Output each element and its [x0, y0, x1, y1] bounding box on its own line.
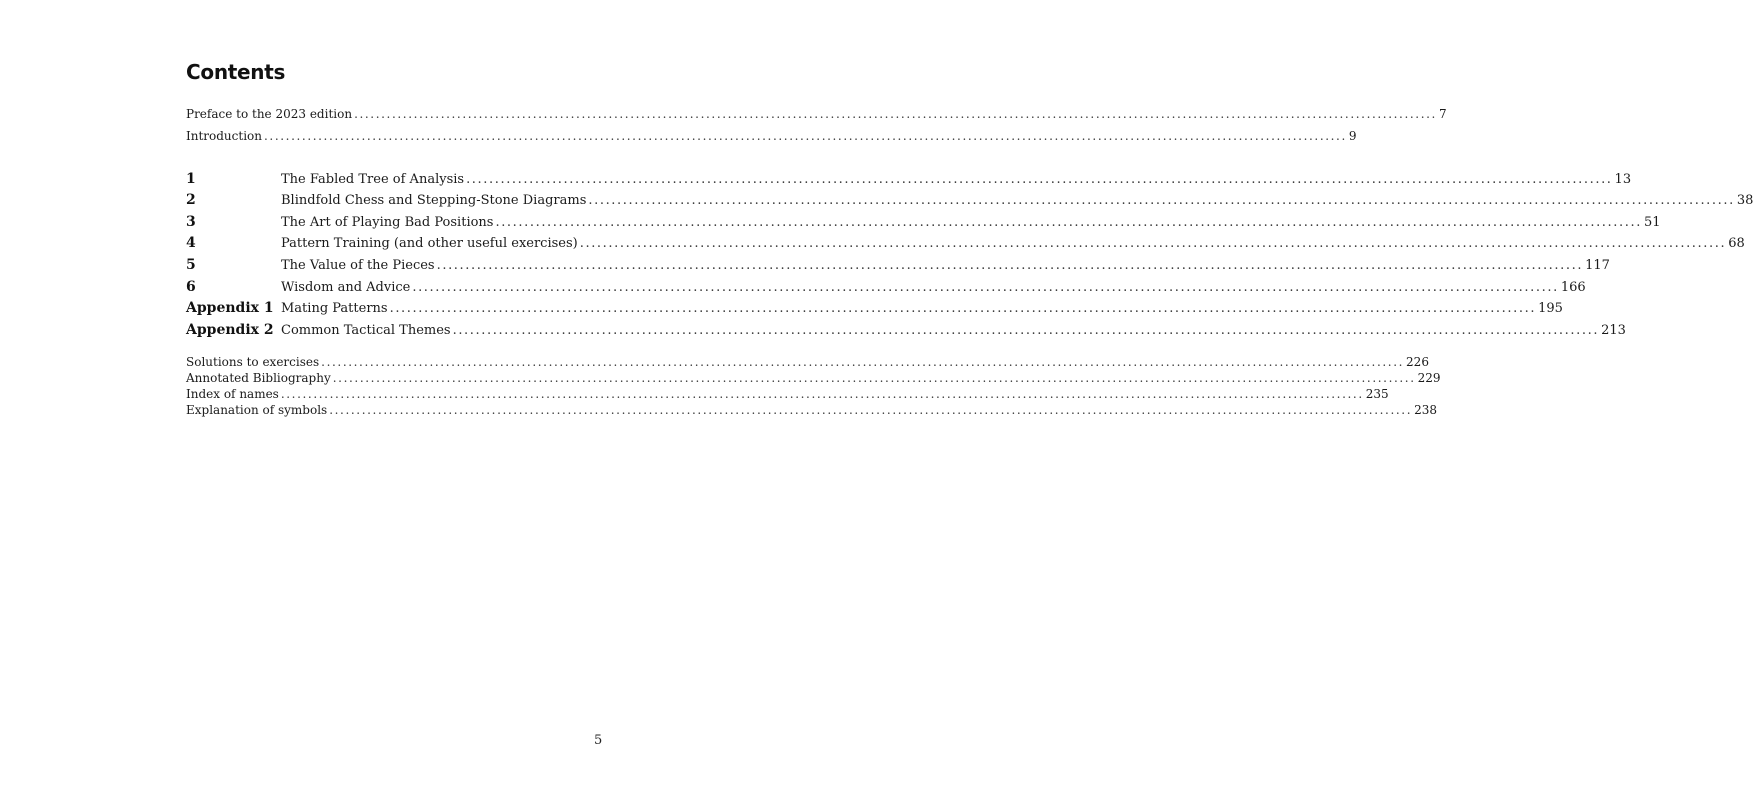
- dot-leader: ........................................................................................................................................................................................................: [466, 172, 1613, 187]
- toc-entry-chapter-4: [281, 236, 1745, 251]
- dot-leader: ........................................................................................................................................................................................................: [354, 107, 1437, 121]
- page-number: 5: [594, 733, 603, 748]
- chapter-number: 5: [186, 257, 196, 273]
- toc-entry-chapter-2: [281, 193, 1753, 208]
- toc-entry-label: Common Tactical Themes: [281, 323, 451, 338]
- chapter-number: 1: [186, 171, 196, 187]
- toc-entry-chapter-5: [281, 258, 1610, 273]
- toc-entry-bibliography: [186, 371, 1441, 385]
- chapter-number: 6: [186, 279, 196, 295]
- toc-entry-page: 51: [1643, 215, 1661, 230]
- chapter-number: 2: [186, 192, 196, 208]
- page-title: Contents: [186, 60, 286, 84]
- toc-entry-page: 229: [1417, 371, 1441, 385]
- toc-entry-page: 7: [1438, 107, 1447, 121]
- toc-entry-chapter-3: [281, 215, 1661, 230]
- toc-entry-introduction: [186, 129, 1357, 143]
- toc-entry-label: Introduction: [186, 129, 262, 143]
- toc-entry-page: 166: [1560, 280, 1586, 295]
- toc-entry-label: The Value of the Pieces: [281, 258, 435, 273]
- toc-entry-label: The Fabled Tree of Analysis: [281, 172, 465, 187]
- toc-entry-page: 68: [1728, 236, 1745, 251]
- toc-entry-page: 13: [1614, 172, 1632, 187]
- chapter-number: 4: [186, 235, 196, 251]
- toc-entry-page: 117: [1585, 258, 1610, 273]
- dot-leader: ........................................................................................................................................................................................................: [412, 280, 1559, 295]
- dot-leader: ........................................................................................................................................................................................................: [264, 129, 1347, 143]
- toc-entry-appendix-2: [281, 323, 1626, 338]
- dot-leader: ........................................................................................................................................................................................................: [329, 403, 1413, 417]
- toc-entry-chapter-1: [281, 172, 1632, 187]
- toc-entry-solutions: [186, 355, 1429, 369]
- dot-leader: ........................................................................................................................................................................................................: [588, 193, 1735, 208]
- appendix-number: Appendix 1: [186, 300, 274, 316]
- toc-entry-label: Index of names: [186, 387, 279, 401]
- toc-entry-label: Explanation of symbols: [186, 403, 328, 417]
- toc-entry-preface: [186, 107, 1447, 121]
- toc-entry-label: Mating Patterns: [281, 301, 388, 316]
- toc-entry-label: Preface to the 2023 edition: [186, 107, 353, 121]
- dot-leader: ........................................................................................................................................................................................................: [452, 323, 1600, 338]
- dot-leader: ........................................................................................................................................................................................................: [389, 301, 1537, 316]
- toc-entry-symbols: [186, 403, 1438, 417]
- toc-entry-chapter-6: [281, 280, 1586, 295]
- dot-leader: ........................................................................................................................................................................................................: [579, 236, 1727, 251]
- toc-entry-label: Wisdom and Advice: [281, 280, 411, 295]
- appendix-number: Appendix 2: [186, 322, 274, 338]
- dot-leader: ........................................................................................................................................................................................................: [332, 371, 1416, 385]
- toc-entry-page: 213: [1601, 323, 1626, 338]
- toc-entry-label: Blindfold Chess and Stepping-Stone Diagrams: [281, 193, 587, 208]
- dot-leader: ........................................................................................................................................................................................................: [280, 387, 1364, 401]
- toc-entry-label: Annotated Bibliography: [186, 371, 331, 385]
- dot-leader: ........................................................................................................................................................................................................: [495, 215, 1642, 230]
- dot-leader: ........................................................................................................................................................................................................: [436, 258, 1584, 273]
- toc-entry-label: Solutions to exercises: [186, 355, 320, 369]
- toc-entry-label: The Art of Playing Bad Positions: [281, 215, 494, 230]
- toc-entry-label: Pattern Training (and other useful exercises): [281, 236, 578, 251]
- chapter-number: 3: [186, 214, 196, 230]
- toc-entry-page: 226: [1406, 355, 1429, 369]
- dot-leader: ........................................................................................................................................................................................................: [321, 355, 1405, 369]
- toc-entry-page: 238: [1414, 403, 1438, 417]
- toc-entry-page: 235: [1365, 387, 1389, 401]
- toc-entry-index: [186, 387, 1389, 401]
- toc-entry-appendix-1: [281, 301, 1563, 316]
- toc-entry-page: 38: [1736, 193, 1753, 208]
- toc-entry-page: 195: [1538, 301, 1563, 316]
- toc-entry-page: 9: [1348, 129, 1357, 143]
